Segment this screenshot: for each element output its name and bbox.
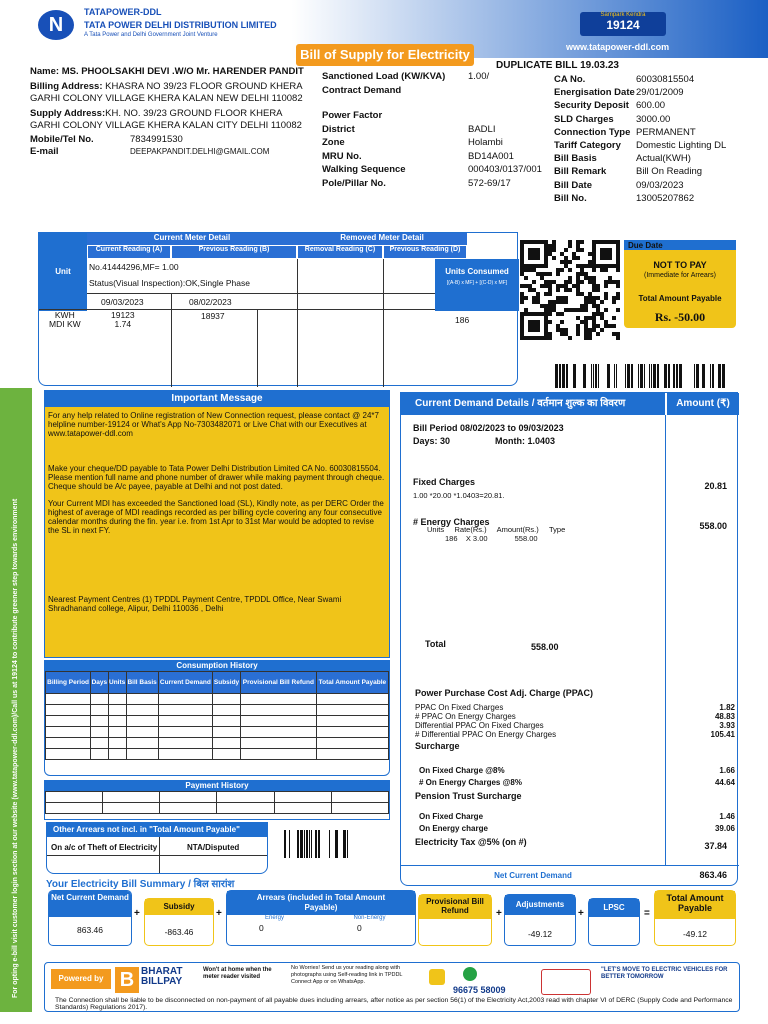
table-row bbox=[46, 803, 389, 814]
current-meter-header: Current Meter Detail bbox=[87, 233, 297, 245]
summary-title: Your Electricity Bill Summary / बिल सारांश bbox=[46, 879, 235, 890]
table-row bbox=[46, 727, 389, 738]
detail-row: CA No. 60030815504 bbox=[554, 74, 695, 85]
bharat-billpay-logo-icon: B bbox=[115, 967, 139, 993]
consumption-col: Subsidy bbox=[213, 672, 241, 694]
detail-row: Tariff Category Domestic Lighting DL bbox=[554, 140, 727, 152]
total-payable-amount: Rs. -50.00 bbox=[654, 310, 706, 324]
bill-period: Bill Period 08/02/2023 to 09/03/2023 bbox=[413, 423, 564, 433]
account-details bbox=[554, 73, 764, 205]
summary-lpsc-label: LPSC bbox=[589, 899, 639, 917]
detail-row: PPAC On Fixed Charges 1.82 bbox=[415, 703, 735, 712]
important-message-box bbox=[44, 390, 390, 658]
whatsapp-number[interactable]: 96675 58009 bbox=[453, 985, 506, 995]
detail-row: Energisation Date 29/01/2009 bbox=[554, 87, 684, 99]
net-demand-value: 863.46 bbox=[699, 870, 727, 880]
units-consumed-header: Units Consumed [(A-B) x MF] + [(C-D) x MF] bbox=[435, 259, 519, 311]
thumbs-up-icon bbox=[429, 969, 445, 985]
summary-prov-label: Provisional Bill Refund bbox=[419, 895, 491, 919]
detail-row: MRU No. BD14A001 bbox=[322, 150, 514, 162]
arrears-title: Other Arrears not incl. in "Total Amount Payable" bbox=[47, 823, 267, 837]
tata-logo-icon: N bbox=[38, 10, 74, 40]
website-link[interactable]: www.tatapower-ddl.com bbox=[566, 42, 670, 52]
units-consumed-value: 186 bbox=[455, 315, 470, 325]
unit-header: Unit bbox=[39, 233, 87, 311]
detail-row: Contract Demand bbox=[322, 84, 402, 96]
consumption-col: Total Amount Payable bbox=[316, 672, 388, 694]
detail-row: Power Factor bbox=[322, 110, 383, 121]
consumption-col: Units bbox=[108, 672, 126, 694]
detail-row: # PPAC On Energy Charges 48.83 bbox=[415, 712, 735, 721]
pension-rows bbox=[419, 811, 735, 835]
qr-code-icon bbox=[518, 238, 622, 342]
consumption-col: Provisional Bill Refund bbox=[240, 672, 316, 694]
pension-title: Pension Trust Surcharge bbox=[415, 791, 522, 801]
barcode-small-icon bbox=[284, 830, 348, 858]
theft-value: NTA/Disputed bbox=[187, 843, 240, 852]
detail-row: Walking Sequence 000403/0137/001 bbox=[322, 164, 542, 175]
detail-row: Differential PPAC On Fixed Charges 3.93 bbox=[415, 721, 735, 730]
fixed-charges-label: Fixed Charges bbox=[413, 477, 476, 487]
footer-banner: Powered by B BHARAT BILLPAY Won't at home when the meter reader visited No Worries! Send us your reading along with photographs using Self-reading link in TPDDL Connect App or on WhatsApp. 96675 58009 "LET'S MOVE TO ELECTRIC VEHICLES FOR BETTER TOMORROW The Connection shall be liable to be disconnected on non-payment of all payable dues including arrears, after notice as per section 56(1) of the Electricity Act,2003 read with chapter VI of DERC (Supply Code and Performance Standards) Regulations 2017). bbox=[44, 962, 740, 1012]
payment-history-title: Payment History bbox=[45, 781, 389, 791]
total-value: 558.00 bbox=[531, 642, 559, 652]
electricity-tax-label: Electricity Tax @5% (on #) bbox=[415, 837, 527, 847]
current-reading-values: 19123 1.74 bbox=[111, 310, 135, 329]
brand-line3: A Tata Power and Delhi Government Joint Venture bbox=[84, 32, 218, 38]
connection-details bbox=[322, 70, 552, 190]
meter-status: Status(Visual Inspection):OK,Single Phase bbox=[89, 278, 250, 288]
consumption-col: Bill Basis bbox=[126, 672, 158, 694]
detail-row: Connection Type PERMANENT bbox=[554, 126, 696, 138]
detail-row: Security Deposit 600.00 bbox=[554, 100, 666, 112]
bill-month: Month: 1.0403 bbox=[495, 436, 556, 446]
consumption-history bbox=[44, 660, 390, 776]
unit-types: KWH MDI KW bbox=[49, 310, 81, 329]
total-payable-label: Total Amount Payable bbox=[638, 294, 722, 303]
detail-row: Sanctioned Load (KW/KVA) 1.00/ bbox=[322, 71, 490, 82]
brand-line2: TATA POWER DELHI DISTRIBUTION LIMITED bbox=[84, 20, 277, 30]
due-box: Due Date NOT TO PAY (Immediate for Arrears) Total Amount Payable Rs. -50.00 bbox=[624, 240, 736, 328]
current-reading-date: 09/03/2023 bbox=[101, 297, 144, 307]
table-row bbox=[46, 705, 389, 716]
detail-row: On Energy charge 39.06 bbox=[419, 824, 735, 833]
ppac-title: Power Purchase Cost Adj. Charge (PPAC) bbox=[415, 688, 594, 698]
ev-charger-icon bbox=[541, 969, 591, 995]
powered-by: Powered by bbox=[51, 969, 111, 989]
detail-row: Bill Basis Actual(KWH) bbox=[554, 153, 691, 165]
detail-row: Bill No. 13005207862 bbox=[554, 192, 695, 204]
due-date-label: Due Date bbox=[628, 241, 663, 250]
total-label: Total bbox=[425, 639, 446, 649]
current-demand-details bbox=[400, 392, 738, 886]
payment-history bbox=[44, 780, 390, 820]
summary-subsidy-label: Subsidy bbox=[145, 899, 213, 915]
important-message-title: Important Message bbox=[45, 391, 389, 407]
duplicate-label: DUPLICATE BILL 19.03.23 bbox=[496, 60, 619, 71]
detail-row: Zone Holambi bbox=[322, 137, 503, 148]
meter-reader-note: Won't at home when the meter reader visited bbox=[203, 967, 272, 980]
fixed-charges-amount: 20.81 bbox=[704, 481, 727, 491]
meter-detail-table: Unit Current Meter Detail Removed Meter Detail Current Reading (A) Previous Reading (B) Removal Reading (C) Previous Reading (D) Units Consumed [(A-B) x MF] + [(C-D) x MF] No.41444296,MF= 1.00 Status(Visual Inspection):OK,Single Phase 09/03/2023 08/02/2023 KWH MDI KW 19123 1.74 18937 186 bbox=[38, 232, 518, 386]
summary-adj-value: -49.12 bbox=[527, 929, 553, 939]
net-demand-label: Net Current Demand bbox=[494, 871, 572, 880]
customer-name: MS. PHOOLSAKHI DEVI .W/O Mr. HARENDER PANDIT bbox=[61, 66, 304, 77]
detail-row: District BADLI bbox=[322, 123, 496, 135]
supply-address: KH. NO. 39/23 GROUND FLOOR KHERA GARHI COLONY VILLAGE KHERA KALAN CITY DELHI 110082 bbox=[30, 108, 302, 131]
detail-row: On Fixed Charge @8% 1.66 bbox=[419, 766, 735, 775]
consumption-col: Current Demand bbox=[158, 672, 213, 694]
summary-total-label: Total Amount Payable bbox=[655, 891, 735, 919]
summary-arrears-nonenergy: 0 bbox=[357, 923, 362, 933]
detail-row: # On Energy Charges @8% 44.64 bbox=[419, 778, 735, 787]
ppac-rows bbox=[415, 703, 735, 739]
amount-header: Amount (₹) bbox=[667, 393, 739, 415]
summary-total-value: -49.12 bbox=[682, 929, 708, 939]
barcode-icon bbox=[546, 364, 726, 388]
disclaimer: The Connection shall be liable to be disconnected on non-payment of all payable dues including arrears, after notice as per section 56(1) of the Electricity Act,2003 read with chapter VI of DERC (Supply Code and Performance Standards) Regulations 2017). bbox=[55, 997, 733, 1011]
summary-adj-label: Adjustments bbox=[505, 895, 575, 915]
previous-reading-value: 18937 bbox=[201, 311, 225, 321]
brand-line1: TATAPOWER-DDL bbox=[84, 7, 162, 17]
message-p4: Nearest Payment Centres (1) TPDDL Payment Centre, TPDDL Office, Near Swami Shradhanand college, Alipur, Delhi 110036 , Delhi bbox=[48, 595, 342, 613]
other-arrears bbox=[46, 822, 268, 874]
energy-charges-row: 186 X 3.00 558.00 bbox=[445, 534, 538, 543]
energy-charges-columns: Units Rate(Rs.) Amount(Rs.) Type bbox=[427, 525, 566, 534]
self-reading-note: No Worries! Send us your reading along with photographs using Self-reading link in TPDDL Connect App or on WhatsApp. bbox=[291, 965, 403, 985]
summary-arrears-label: Arrears (included in Total Amount Payable) bbox=[227, 891, 415, 915]
table-row bbox=[46, 716, 389, 727]
energy-charges-label: # Energy Charges bbox=[413, 517, 490, 527]
summary-subsidy-value: -863.46 bbox=[164, 927, 194, 937]
table-row bbox=[46, 694, 389, 705]
surcharge-title: Surcharge bbox=[415, 741, 460, 751]
removed-meter-header: Removed Meter Detail bbox=[297, 233, 467, 245]
customer-block: Name: MS. PHOOLSAKHI DEVI .W/O Mr. HARENDER PANDIT Billing Address: KHASRA NO 39/23 FLOOR GROUND KHERA GARHI COLONY VILLAGE KHERA KALAN NEW DELHI 110082 Supply Address:KH. NO. 39/23 GROUND FLOOR KHERA GARHI COLONY VILLAGE KHERA KALAN CITY DELHI 110082 Mobile/Tel No. 7834991530 E-mail DEEPAKPANDIT.DELHI@GMAIL.COM bbox=[30, 66, 304, 157]
table-row bbox=[46, 792, 389, 803]
meter-number: No.41444296,MF= 1.00 bbox=[89, 262, 179, 272]
consumption-title: Consumption History bbox=[45, 661, 389, 671]
not-to-pay: NOT TO PAY bbox=[653, 260, 707, 270]
ebill-side-text: For opting e-bill visit customer login section at our website (www.tatapower-ddl.com)/Call us at 19124 to contribute greener step towards environment bbox=[12, 498, 19, 998]
previous-reading-date: 08/02/2023 bbox=[189, 297, 232, 307]
detail-row: SLD Charges 3000.00 bbox=[554, 113, 671, 125]
surcharge-rows bbox=[419, 765, 735, 789]
detail-row: # Differential PPAC On Energy Charges 105.41 bbox=[415, 730, 735, 739]
billing-address: KHASRA NO 39/23 FLOOR GROUND KHERA GARHI COLONY VILLAGE KHERA KALAN NEW DELHI 110082 bbox=[30, 81, 303, 104]
electricity-tax-value: 37.84 bbox=[704, 841, 727, 851]
detail-row: Pole/Pillar No. 572-69/17 bbox=[322, 177, 511, 189]
energy-charges-amount: 558.00 bbox=[699, 521, 727, 531]
fixed-charges-calc: 1.00 *20.00 *1.0403=20.81. bbox=[413, 491, 505, 500]
detail-row: Bill Remark Bill On Reading bbox=[554, 166, 703, 178]
green-side-strip bbox=[0, 388, 32, 1012]
ev-slogan: "LET'S MOVE TO ELECTRIC VEHICLES FOR BETTER TOMORROW bbox=[601, 967, 728, 980]
demand-title: Current Demand Details / वर्तमान शुल्क का विवरण bbox=[401, 393, 665, 415]
message-p2: Make your cheque/DD payable to Tata Power Delhi Distribution Limited CA No. 60030815504. Please mention full name and phone number of drawer while making payment through cheque. Cheque should be A/c payee, payable at Delhi and not post dated. bbox=[48, 464, 385, 491]
theft-label: On a/c of Theft of Electricity bbox=[51, 843, 158, 852]
whatsapp-icon[interactable] bbox=[463, 967, 477, 981]
summary-arrears-energy: 0 bbox=[259, 923, 264, 933]
bill-days: Days: 30 bbox=[413, 436, 451, 446]
bill-summary: Net Current Demand 863.46 + Subsidy -863.46 + Arrears (included in Total Amount Payable) Energy Non-Energy 0 0 Provisional Bill Refund + Adjustments -49.12 + LPSC = Total Amount Payable -49.12 bbox=[44, 890, 740, 952]
table-row bbox=[46, 749, 389, 760]
helpline-badge[interactable]: Sampark Kendra 19124 bbox=[580, 12, 666, 36]
bill-title: Bill of Supply for Electricity bbox=[296, 44, 474, 66]
consumption-col: Days bbox=[91, 672, 108, 694]
message-p3: Your Current MDI has exceeded the Sanctioned load (SL), Kindly note, as per DERC Order the highest of average of MDI readings recorded as per billing cycle covering any four consecutive calendar months during the fin. year i.e. from 1st Apr to 31st Mar would be adopted to revise the SL in next FY. bbox=[48, 499, 384, 535]
detail-row: Bill Date 09/03/2023 bbox=[554, 179, 684, 191]
detail-row: On Fixed Charge 1.46 bbox=[419, 812, 735, 821]
table-row bbox=[46, 738, 389, 749]
summary-net-label: Net Current Demand bbox=[49, 891, 131, 917]
summary-net-value: 863.46 bbox=[77, 925, 103, 935]
email: DEEPAKPANDIT.DELHI@GMAIL.COM bbox=[130, 147, 270, 156]
message-p1: For any help related to Online registration of New Connection request, please contact @ 24*7 helpline number-19124 or What's App No-7303482071 or Live Chat with our Executives at www.tatapower-ddl.com bbox=[48, 411, 379, 438]
mobile-number: 7834991530 bbox=[130, 134, 183, 145]
consumption-col: Billing Period bbox=[46, 672, 91, 694]
